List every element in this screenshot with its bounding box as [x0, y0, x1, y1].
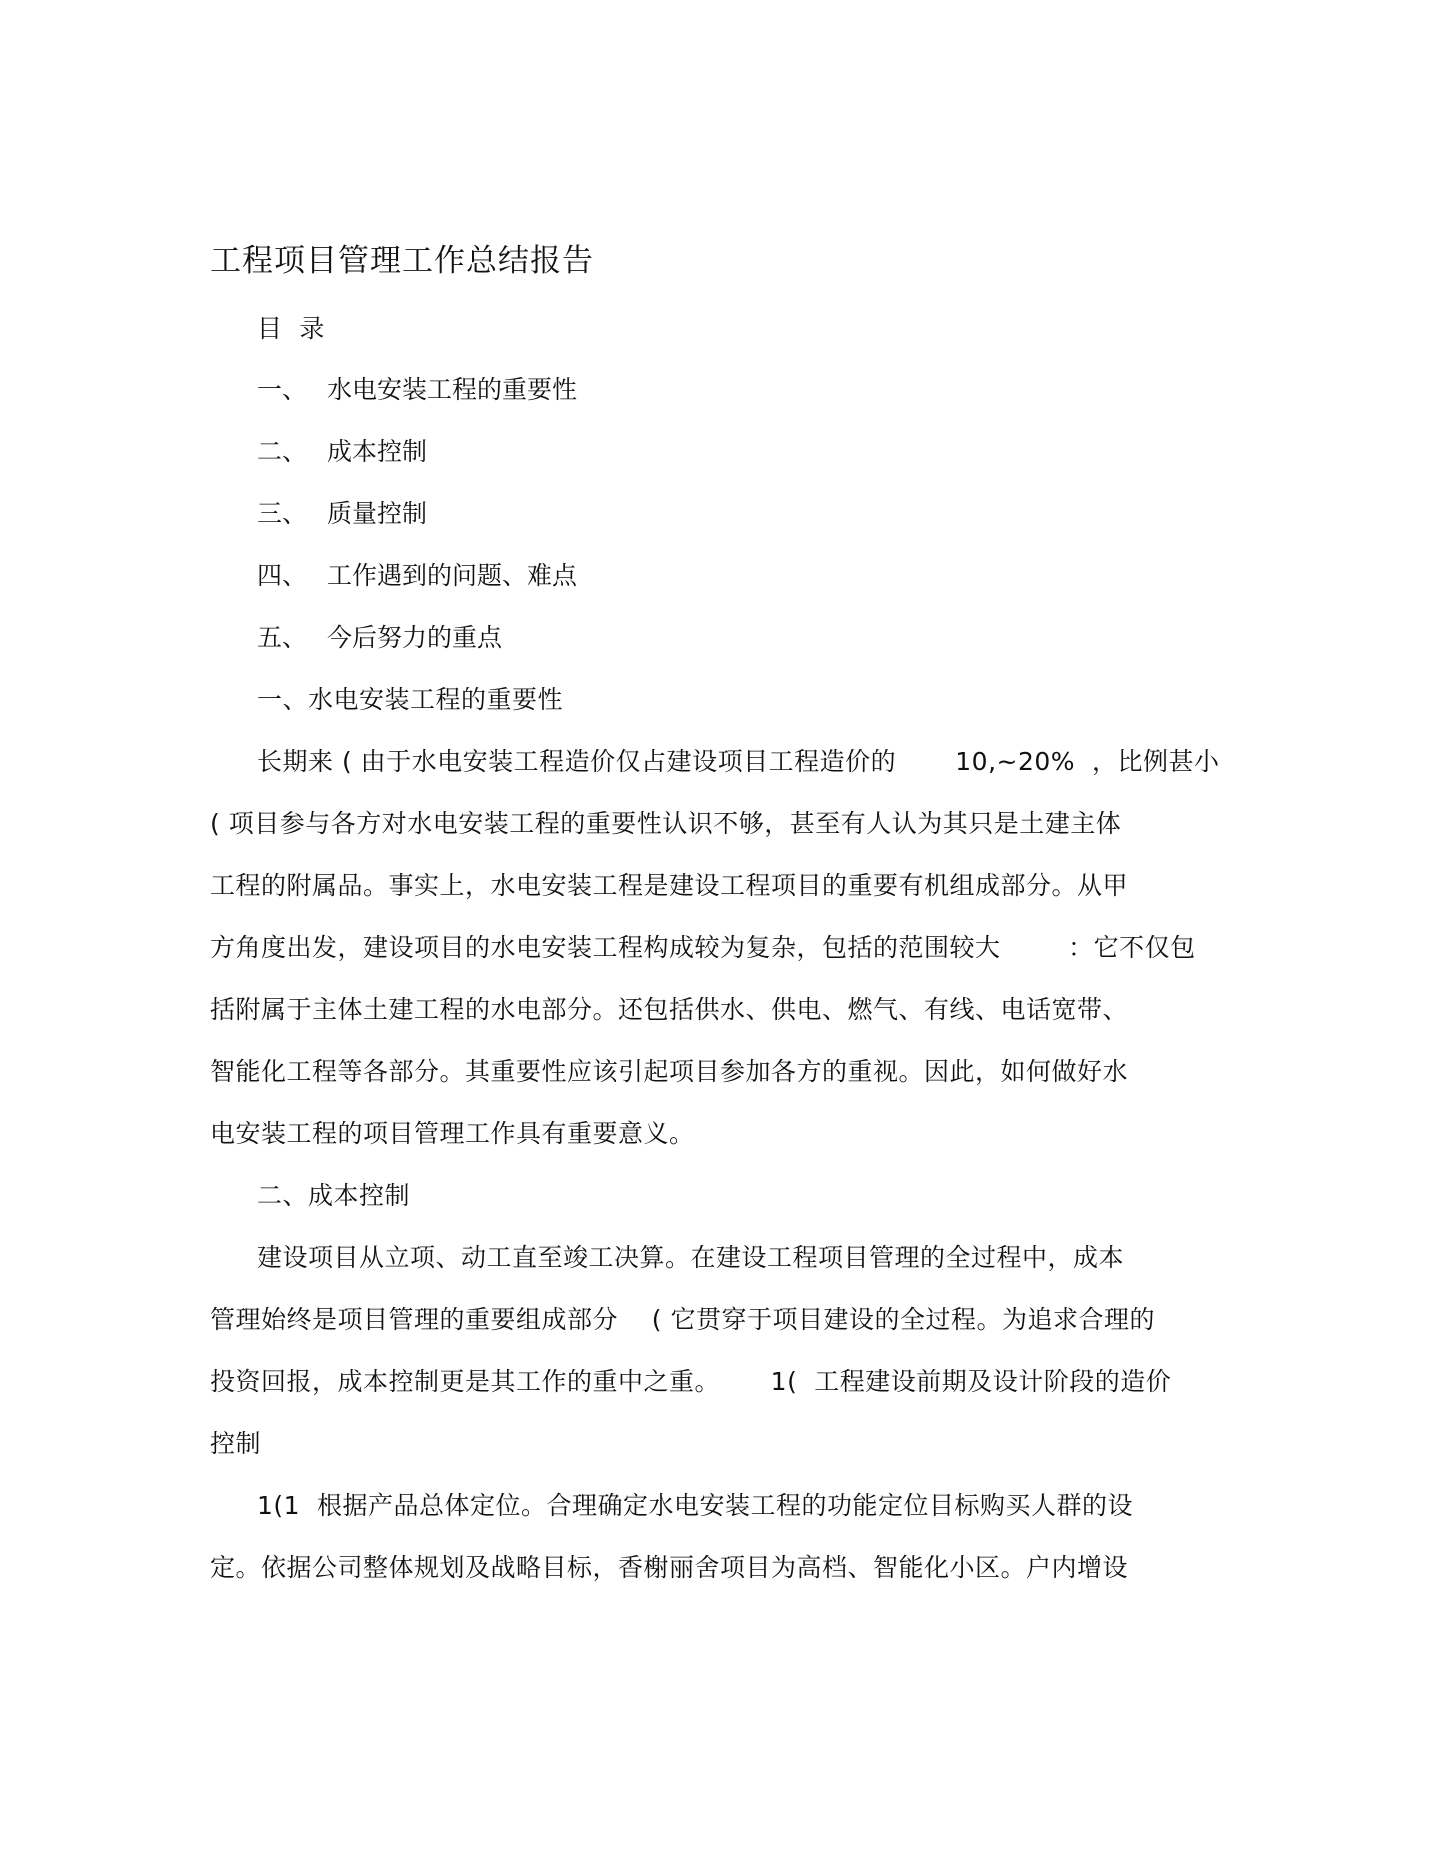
toc-item-number: 三、	[257, 499, 308, 528]
document-title: 工程项目管理工作总结报告	[210, 243, 594, 279]
paragraph-line: ( 项目参与各方对水电安装工程的重要性认识不够，甚至有人认为其只是土建主体	[210, 809, 1122, 838]
paragraph-line: 投资回报，成本控制更是其工作的重中之重。 1( 工程建设前期及设计阶段的造价	[210, 1367, 1172, 1396]
paragraph-line: 智能化工程等各部分。其重要性应该引起项目参加各方的重视。因此，如何做好水	[210, 1057, 1129, 1086]
paragraph-line: 括附属于主体土建工程的水电部分。还包括供水、供电、燃气、有线、电话宽带、	[210, 995, 1129, 1024]
toc-item-label: 水电安装工程的重要性	[327, 375, 578, 404]
toc-heading: 目 录	[257, 314, 325, 343]
paragraph-line: 电安装工程的项目管理工作具有重要意义。	[210, 1119, 695, 1148]
paragraph-line: 方角度出发，建设项目的水电安装工程构成较为复杂，包括的范围较大 ：它不仅包	[210, 933, 1196, 962]
toc-item-number: 四、	[257, 561, 308, 590]
paragraph-line: 定。依据公司整体规划及战略目标，香榭丽舍项目为高档、智能化小区。户内增设	[210, 1553, 1129, 1582]
paragraph-line: 长期来 ( 由于水电安装工程造价仅占建设项目工程造价的 10,~20% ，比例甚小	[257, 747, 1220, 776]
toc-item-number: 一、	[257, 375, 308, 404]
toc-item-number: 五、	[257, 623, 308, 652]
paragraph-line: 1(1 根据产品总体定位。合理确定水电安装工程的功能定位目标购买人群的设	[257, 1491, 1133, 1520]
toc-item-number: 二、	[257, 437, 308, 466]
toc-item-label: 今后努力的重点	[327, 623, 503, 652]
toc-item-label: 成本控制	[327, 437, 428, 466]
paragraph-line: 建设项目从立项、动工直至竣工决算。在建设工程项目管理的全过程中，成本	[257, 1243, 1125, 1272]
toc-item-label: 质量控制	[327, 499, 428, 528]
section-heading: 一、水电安装工程的重要性	[257, 685, 564, 714]
section-heading: 二、成本控制	[257, 1181, 411, 1210]
toc-item-label: 工作遇到的问题、难点	[327, 561, 578, 590]
paragraph-line: 控制	[210, 1429, 262, 1458]
paragraph-line: 管理始终是项目管理的重要组成部分 ( 它贯穿于项目建设的全过程。为追求合理的	[210, 1305, 1155, 1334]
paragraph-line: 工程的附属品。事实上，水电安装工程是建设工程项目的重要有机组成部分。从甲	[210, 871, 1129, 900]
